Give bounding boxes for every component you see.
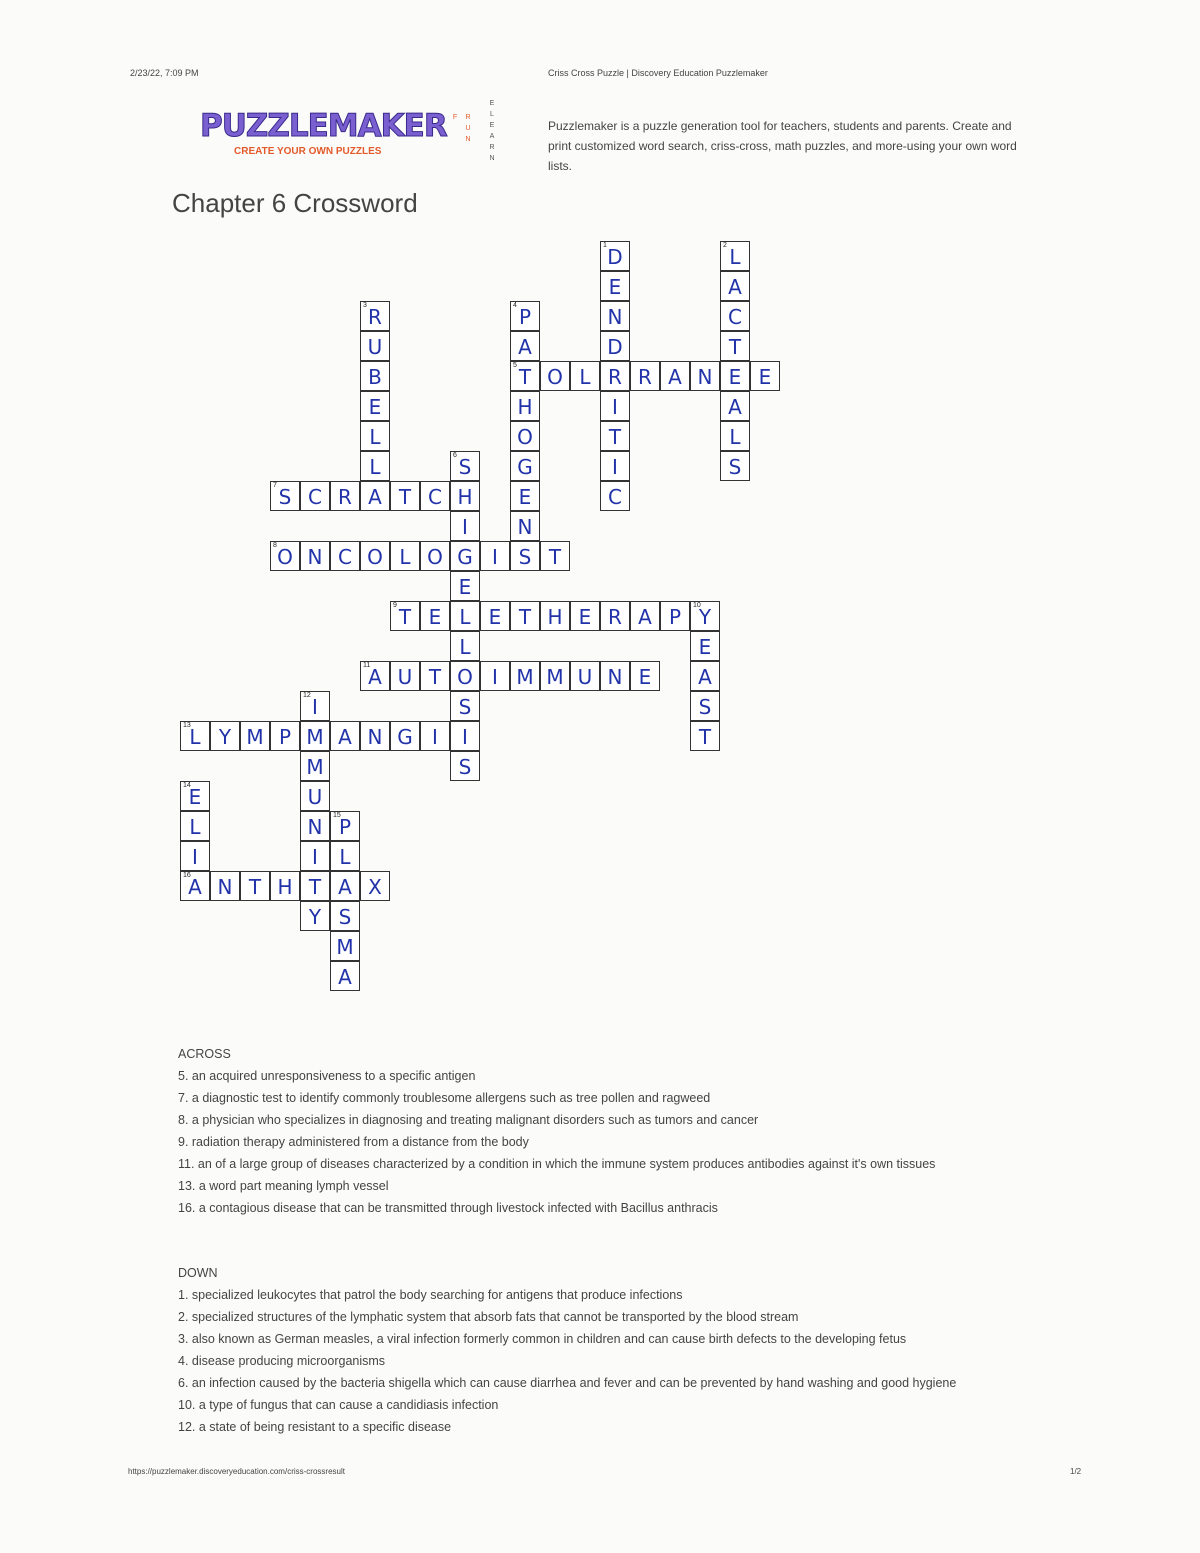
cell-letter: I	[432, 725, 438, 749]
clue-across: 5. an acquired unresponsiveness to a specific antigen	[178, 1069, 476, 1083]
down-heading: DOWN	[178, 1266, 218, 1280]
down-clues	[178, 1262, 1048, 1438]
cell-letter: C	[728, 305, 742, 329]
crossword-cell[interactable]	[690, 631, 720, 661]
clue-number: 15	[333, 812, 341, 819]
cell-letter: E	[488, 605, 502, 629]
crossword-cell[interactable]	[720, 301, 750, 331]
clue-down: 3. also known as German measles, a viral infection formerly common in children and can cause birth defects to the developing fetus	[178, 1332, 907, 1346]
crossword-cell[interactable]	[540, 361, 570, 391]
crossword-cell[interactable]	[180, 871, 210, 901]
crossword-cell[interactable]	[240, 871, 270, 901]
cell-letter: L	[369, 425, 381, 449]
cell-letter: C	[608, 485, 622, 509]
crossword-cell[interactable]	[510, 481, 540, 511]
cell-letter: A	[188, 875, 202, 899]
crossword-cell[interactable]	[600, 241, 630, 271]
cell-letter: U	[307, 785, 323, 809]
crossword-cell[interactable]	[360, 391, 390, 421]
crossword-cell[interactable]	[660, 601, 690, 631]
crossword-cell[interactable]	[690, 691, 720, 721]
crossword-cell[interactable]	[630, 661, 660, 691]
crossword-cell[interactable]	[360, 541, 390, 571]
cell-letter: A	[728, 275, 742, 299]
crossword-cell[interactable]	[270, 871, 300, 901]
cell-letter: I	[492, 545, 498, 569]
logo-tagline: CREATE YOUR OWN PUZZLES	[234, 146, 382, 157]
cell-letter: S	[458, 755, 472, 779]
cell-letter: D	[607, 335, 623, 359]
cell-letter: T	[398, 605, 412, 629]
cell-letter: M	[306, 755, 324, 779]
cell-letter: S	[458, 695, 472, 719]
cell-letter: B	[368, 365, 382, 389]
cell-letter: T	[728, 335, 742, 359]
crossword-cell[interactable]	[480, 601, 510, 631]
crossword-cell[interactable]	[600, 271, 630, 301]
crossword-cell[interactable]	[390, 481, 420, 511]
clue-number: 8	[273, 542, 277, 549]
cell-letter: E	[758, 365, 772, 389]
cell-letter: N	[217, 875, 233, 899]
cell-letter: D	[607, 245, 623, 269]
clue-number: 14	[183, 782, 191, 789]
cell-letter: P	[338, 815, 352, 839]
clue-down: 4. disease producing microorganisms	[178, 1354, 386, 1368]
cell-letter: I	[612, 395, 618, 419]
cell-letter: Y	[218, 725, 232, 749]
cell-letter: H	[457, 485, 473, 509]
cell-letter: A	[638, 605, 652, 629]
clue-across: 9. radiation therapy administered from a distance from the body	[178, 1135, 529, 1149]
crossword-cell[interactable]	[450, 541, 480, 571]
cell-letter: A	[518, 335, 532, 359]
clue-down: 1. specialized leukocytes that patrol the body searching for antigens that produce infections	[178, 1288, 683, 1302]
crossword-cell[interactable]	[180, 811, 210, 841]
crossword-cell[interactable]	[210, 871, 240, 901]
crossword-cell[interactable]	[720, 241, 750, 271]
crossword-cell[interactable]	[390, 721, 420, 751]
crossword-cell[interactable]	[510, 301, 540, 331]
crossword-cell[interactable]	[420, 541, 450, 571]
crossword-cell[interactable]	[720, 421, 750, 451]
cell-letter: A	[338, 725, 352, 749]
cell-letter: E	[728, 365, 742, 389]
clue-number: 7	[273, 482, 277, 489]
cell-letter: G	[457, 545, 473, 569]
cell-letter: L	[189, 815, 201, 839]
cell-letter: R	[368, 305, 382, 329]
cell-letter: S	[518, 545, 532, 569]
crossword-cell[interactable]	[510, 361, 540, 391]
cell-letter: R	[608, 365, 622, 389]
cell-letter: A	[698, 665, 712, 689]
crossword-cell[interactable]	[510, 451, 540, 481]
clue-number: 13	[183, 722, 191, 729]
cell-letter: I	[462, 725, 468, 749]
crossword-cell[interactable]	[360, 661, 390, 691]
crossword-cell[interactable]	[300, 481, 330, 511]
clue-number: 4	[513, 302, 517, 309]
cell-letter: L	[729, 245, 741, 269]
across-heading: ACROSS	[178, 1047, 231, 1061]
crossword-cell[interactable]	[450, 631, 480, 661]
cell-letter: G	[517, 455, 533, 479]
clue-number: 6	[453, 452, 457, 459]
cell-letter: I	[492, 665, 498, 689]
cell-letter: T	[518, 605, 532, 629]
cell-letter: I	[312, 695, 318, 719]
crossword-cell[interactable]	[570, 601, 600, 631]
cell-letter: C	[308, 485, 322, 509]
crossword-cell[interactable]	[360, 331, 390, 361]
crossword-cell[interactable]	[660, 361, 690, 391]
cell-letter: I	[312, 845, 318, 869]
clue-across: 16. a contagious disease that can be transmitted through livestock infected with Bacillus anthracis	[178, 1201, 718, 1215]
cell-letter: S	[278, 485, 292, 509]
crossword-cell[interactable]	[180, 781, 210, 811]
cell-letter: U	[577, 665, 593, 689]
cell-letter: N	[307, 815, 323, 839]
cell-letter: T	[308, 875, 322, 899]
crossword-cell[interactable]	[450, 721, 480, 751]
cell-letter: T	[518, 365, 532, 389]
cell-letter: R	[608, 605, 622, 629]
crossword-cell[interactable]	[570, 661, 600, 691]
cell-letter: I	[612, 455, 618, 479]
logo-letters-col2: R U N	[465, 114, 471, 143]
cell-letter: E	[578, 605, 592, 629]
clue-down: 10. a type of fungus that can cause a candidiasis infection	[178, 1398, 499, 1412]
clue-number: 2	[723, 242, 727, 249]
cell-letter: P	[278, 725, 292, 749]
crossword-cell[interactable]	[300, 721, 330, 751]
crossword-cell[interactable]	[270, 721, 300, 751]
crossword-cell[interactable]	[360, 361, 390, 391]
crossword-cell[interactable]	[690, 601, 720, 631]
cell-letter: S	[458, 455, 472, 479]
crossword-cell[interactable]	[300, 541, 330, 571]
crossword-cell[interactable]	[540, 541, 570, 571]
logo-wordmark: PUZZLEMAKER	[200, 108, 447, 144]
crossword-cell[interactable]	[600, 361, 630, 391]
clue-number: 3	[363, 302, 367, 309]
crossword-cell[interactable]	[600, 601, 630, 631]
cell-letter: M	[336, 935, 354, 959]
cell-letter: T	[698, 725, 712, 749]
crossword-cell[interactable]	[600, 451, 630, 481]
cell-letter: A	[368, 665, 382, 689]
cell-letter: E	[638, 665, 652, 689]
clue-across: 11. an of a large group of diseases characterized by a condition in which the immune system produces antibodies against it's own tissues	[178, 1157, 936, 1171]
crossword-cell[interactable]	[450, 751, 480, 781]
cell-letter: L	[189, 725, 201, 749]
crossword-cell[interactable]	[480, 661, 510, 691]
crossword-cell[interactable]	[300, 811, 330, 841]
cell-letter: R	[338, 485, 352, 509]
crossword-cell[interactable]	[330, 811, 360, 841]
crossword-cell[interactable]	[510, 601, 540, 631]
crossword-cell[interactable]	[540, 661, 570, 691]
cell-letter: L	[399, 545, 411, 569]
crossword-cell[interactable]	[570, 361, 600, 391]
crossword-cell[interactable]	[300, 781, 330, 811]
clue-down: 6. an infection caused by the bacteria shigella which can cause diarrhea and fever and can be prevented by hand washing and good hygiene	[178, 1376, 957, 1390]
crossword-cell[interactable]	[330, 541, 360, 571]
crossword-cell[interactable]	[360, 721, 390, 751]
crossword-cell[interactable]	[600, 391, 630, 421]
cell-letter: P	[668, 605, 682, 629]
cell-letter: E	[518, 485, 532, 509]
crossword-cell[interactable]	[390, 661, 420, 691]
cell-letter: A	[368, 485, 382, 509]
crossword-cell[interactable]	[330, 901, 360, 931]
crossword-cell[interactable]	[600, 421, 630, 451]
crossword-cell[interactable]	[420, 721, 450, 751]
crossword-cell[interactable]	[420, 481, 450, 511]
crossword-cell[interactable]	[450, 511, 480, 541]
crossword-cell[interactable]	[330, 931, 360, 961]
crossword-cell[interactable]	[510, 331, 540, 361]
cell-letter: O	[457, 665, 473, 689]
cell-letter: A	[728, 395, 742, 419]
cell-letter: M	[246, 725, 264, 749]
crossword-cell[interactable]	[450, 601, 480, 631]
crossword-cell[interactable]	[360, 871, 390, 901]
clue-across: 8. a physician who specializes in diagnosing and treating malignant disorders such as tumors and cancer	[178, 1113, 759, 1127]
across-clues	[178, 1043, 1038, 1219]
clue-number: 16	[183, 872, 191, 879]
crossword-cell[interactable]	[600, 301, 630, 331]
crossword-cell[interactable]	[510, 511, 540, 541]
cell-letter: L	[369, 455, 381, 479]
crossword-cell[interactable]	[450, 661, 480, 691]
cell-letter: I	[462, 515, 468, 539]
crossword-cell[interactable]	[300, 841, 330, 871]
crossword-cell[interactable]	[720, 361, 750, 391]
clue-number: 10	[693, 602, 701, 609]
clue-number: 1	[603, 242, 607, 249]
cell-letter: E	[698, 635, 712, 659]
crossword-cell[interactable]	[600, 661, 630, 691]
cell-letter: S	[728, 455, 742, 479]
cell-letter: O	[277, 545, 293, 569]
crossword-cell[interactable]	[720, 331, 750, 361]
crossword-cell[interactable]	[510, 391, 540, 421]
cell-letter: S	[338, 905, 352, 929]
footer-page-number: 1/2	[1070, 1467, 1082, 1476]
cell-letter: C	[338, 545, 352, 569]
crossword-cell[interactable]	[720, 451, 750, 481]
clue-number: 5	[513, 362, 517, 369]
cell-letter: H	[547, 605, 563, 629]
crossword-cell[interactable]	[180, 721, 210, 751]
cell-letter: G	[397, 725, 413, 749]
crossword-cell[interactable]	[600, 481, 630, 511]
crossword-cell[interactable]	[270, 481, 300, 511]
intro-text: Puzzlemaker is a puzzle generation tool for teachers, students and parents. Create and print customized word search, criss-cross, math puzzles, and more-using your own word lists.	[548, 119, 1017, 173]
cell-letter: L	[729, 425, 741, 449]
cell-letter: O	[547, 365, 563, 389]
clue-down: 12. a state of being resistant to a specific disease	[178, 1420, 452, 1434]
cell-letter: A	[668, 365, 682, 389]
cell-letter: S	[698, 695, 712, 719]
crossword-cell[interactable]	[480, 541, 510, 571]
cell-letter: H	[277, 875, 293, 899]
cell-letter: Y	[698, 605, 712, 629]
clue-number: 9	[393, 602, 397, 609]
cell-letter: L	[579, 365, 591, 389]
crossword-cell[interactable]	[300, 901, 330, 931]
crossword-cell[interactable]	[450, 451, 480, 481]
cell-letter: I	[192, 845, 198, 869]
crossword-cell[interactable]	[690, 721, 720, 751]
cell-letter: C	[428, 485, 442, 509]
cell-letter: N	[517, 515, 533, 539]
cell-letter: O	[427, 545, 443, 569]
crossword-cell[interactable]	[390, 541, 420, 571]
cell-letter: A	[338, 875, 352, 899]
crossword-cell[interactable]	[540, 601, 570, 631]
crossword-cell[interactable]	[420, 661, 450, 691]
crossword-cell[interactable]	[300, 691, 330, 721]
cell-letter: E	[608, 275, 622, 299]
crossword-cell[interactable]	[270, 541, 300, 571]
crossword-cell[interactable]	[510, 421, 540, 451]
cell-letter: E	[188, 785, 202, 809]
cell-letter: Y	[308, 905, 322, 929]
crossword-cell[interactable]	[330, 961, 360, 991]
cell-letter: L	[339, 845, 351, 869]
cell-letter: M	[516, 665, 534, 689]
crossword-cell[interactable]	[720, 271, 750, 301]
cell-letter: N	[607, 305, 623, 329]
crossword-cell[interactable]	[360, 451, 390, 481]
cell-letter: T	[248, 875, 262, 899]
crossword-cell[interactable]	[390, 601, 420, 631]
clue-number: 11	[363, 662, 371, 669]
logo-letters-col1: F	[452, 114, 458, 121]
crossword-cell[interactable]	[360, 481, 390, 511]
crossword-cell[interactable]	[180, 841, 210, 871]
cell-letter: X	[368, 875, 382, 899]
cell-letter: E	[458, 575, 472, 599]
cell-letter: L	[459, 635, 471, 659]
crossword-cell[interactable]	[720, 391, 750, 421]
cell-letter: U	[367, 335, 383, 359]
clue-across: 7. a diagnostic test to identify commonly troublesome allergens such as tree pollen and ragweed	[178, 1091, 711, 1105]
cell-letter: U	[397, 665, 413, 689]
cell-letter: O	[517, 425, 533, 449]
crossword-cell[interactable]	[300, 751, 330, 781]
cell-letter: M	[306, 725, 324, 749]
crossword-cell[interactable]	[330, 841, 360, 871]
crossword-cell[interactable]	[330, 721, 360, 751]
cell-letter: T	[548, 545, 562, 569]
crossword-cell[interactable]	[690, 661, 720, 691]
cell-letter: N	[307, 545, 323, 569]
print-date: 2/23/22, 7:09 PM	[130, 68, 199, 78]
crossword-cell[interactable]	[630, 601, 660, 631]
cell-letter: A	[338, 965, 352, 989]
crossword-cell[interactable]	[690, 361, 720, 391]
cell-letter: M	[546, 665, 564, 689]
crossword-cell[interactable]	[360, 421, 390, 451]
crossword-cell[interactable]	[630, 361, 660, 391]
logo-letters-col3: E L E A R N	[489, 100, 495, 162]
clue-number: 12	[303, 692, 311, 699]
cell-letter: T	[428, 665, 442, 689]
crossword-cell[interactable]	[420, 601, 450, 631]
print-page-title: Criss Cross Puzzle | Discovery Education Puzzlemaker	[548, 68, 768, 78]
clue-down: 2. specialized structures of the lymphatic system that absorb fats that cannot be transported by the blood stream	[178, 1310, 799, 1324]
puzzlemaker-logo[interactable]	[200, 108, 447, 157]
crossword-cell[interactable]	[330, 481, 360, 511]
page-title: Chapter 6 Crossword	[172, 188, 418, 218]
cell-letter: O	[367, 545, 383, 569]
cell-letter: T	[398, 485, 412, 509]
crossword-cell[interactable]	[450, 571, 480, 601]
cell-letter: H	[517, 395, 533, 419]
crossword-cell[interactable]	[750, 361, 780, 391]
crossword-cell[interactable]	[450, 481, 480, 511]
crossword-cell[interactable]	[510, 541, 540, 571]
cell-letter: T	[608, 425, 622, 449]
cell-letter: N	[697, 365, 713, 389]
cell-letter: R	[638, 365, 652, 389]
crossword-cell[interactable]	[510, 661, 540, 691]
footer-url: https://puzzlemaker.discoveryeducation.com/criss-crossresult	[128, 1467, 345, 1476]
cell-letter: N	[367, 725, 383, 749]
crossword-cell[interactable]	[450, 691, 480, 721]
crossword-cell[interactable]	[600, 331, 630, 361]
crossword-cell[interactable]	[360, 301, 390, 331]
crossword-cell[interactable]	[330, 871, 360, 901]
cell-letter: N	[607, 665, 623, 689]
crossword-cell[interactable]	[210, 721, 240, 751]
cell-letter: E	[428, 605, 442, 629]
cell-letter: P	[518, 305, 532, 329]
clue-across: 13. a word part meaning lymph vessel	[178, 1179, 389, 1193]
crossword-cell[interactable]	[300, 871, 330, 901]
crossword-cell[interactable]	[240, 721, 270, 751]
cell-letter: L	[459, 605, 471, 629]
cell-letter: E	[368, 395, 382, 419]
